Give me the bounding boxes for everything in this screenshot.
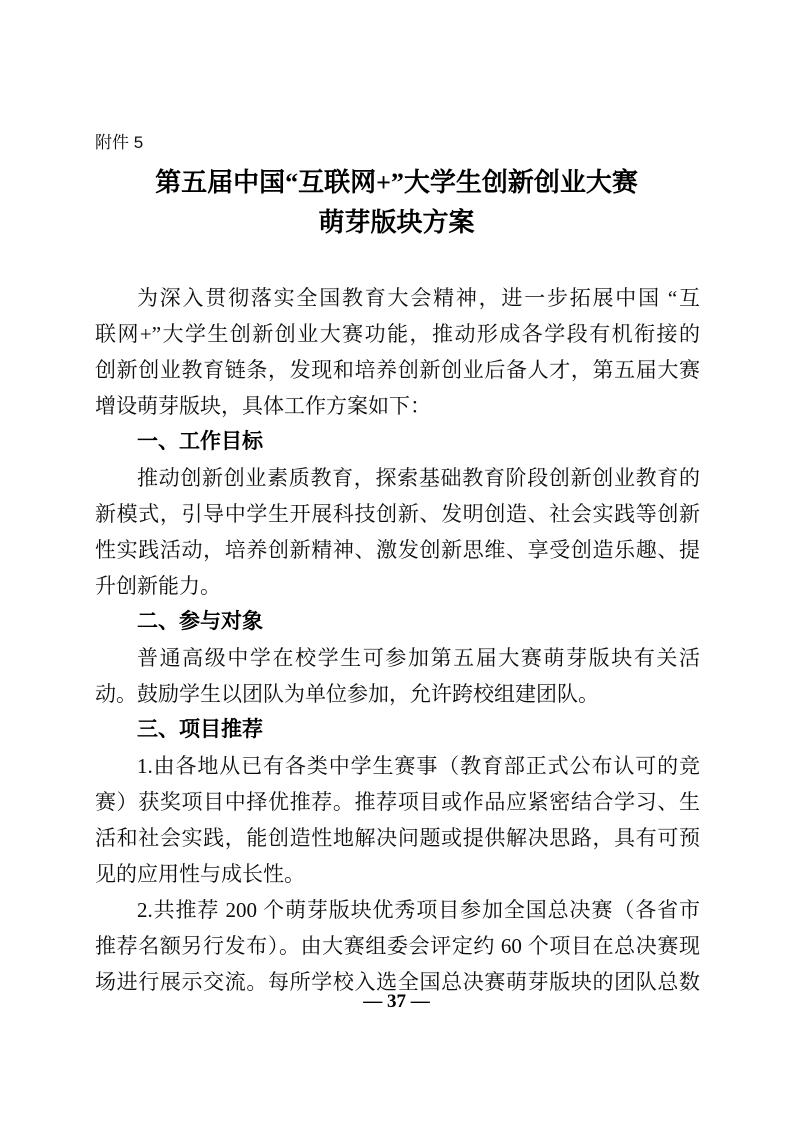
text-line: 普通高级中学在校学生可参加第五届大赛萌芽版块有关活 [137,646,700,670]
section-heading: 一、工作目标 [137,430,263,453]
text-line: 活和社会实践，能创造性地解决问题或提供解决思路，具有可预 [95,826,700,850]
page-number: — 37 — [363,991,430,1012]
text-line: 创新创业教育链条，发现和培养创新创业后备人才，第五届大赛 [95,358,700,382]
text-line: 动。鼓励学生以团队为单位参加，允许跨校组建团队。 [95,682,599,706]
text-line: 为深入贯彻落实全国教育大会精神，进一步拓展中国 “互 [137,286,700,310]
document-title-line2: 萌芽版块方案 [318,208,475,237]
document-title [0,163,793,243]
paragraph [95,460,700,604]
attachment-label: 附件 5 [95,133,144,152]
document-body [0,280,793,1000]
text-line: 联网+”大学生创新创业大赛功能，推动形成各学段有机衔接的 [95,322,700,346]
section-heading: 二、参与对象 [137,610,263,633]
text-line: 场进行展示交流。每所学校入选全国总决赛萌芽版块的团队总数 [95,970,700,994]
section-heading: 三、项目推荐 [137,718,263,741]
text-line: 2.共推荐 200 个萌芽版块优秀项目参加全国总决赛（各省市 [137,898,700,922]
text-line: 赛）获奖项目中择优推荐。推荐项目或作品应紧密结合学习、生 [95,790,700,814]
paragraph [95,640,700,712]
text-line: 推荐名额另行发布）。由大赛组委会评定约 60 个项目在总决赛现 [95,934,700,958]
paragraph [95,892,700,1000]
text-line: 新模式，引导中学生开展科技创新、发明创造、社会实践等创新 [95,502,700,526]
text-line: 升创新能力。 [95,574,221,598]
text-line: 增设萌芽版块，具体工作方案如下： [95,394,431,418]
paragraph [95,748,700,892]
text-line: 推动创新创业素质教育，探索基础教育阶段创新创业教育的 [137,466,700,490]
document-title-line1: 第五届中国“互联网+”大学生创新创业大赛 [155,168,638,197]
text-line: 见的应用性与成长性。 [95,862,305,886]
text-line: 性实践活动，培养创新精神、激发创新思维、享受创造乐趣、提 [95,538,700,562]
text-line: 1.由各地从已有各类中学生赛事（教育部正式公布认可的竞 [137,754,700,778]
paragraph [95,280,700,424]
